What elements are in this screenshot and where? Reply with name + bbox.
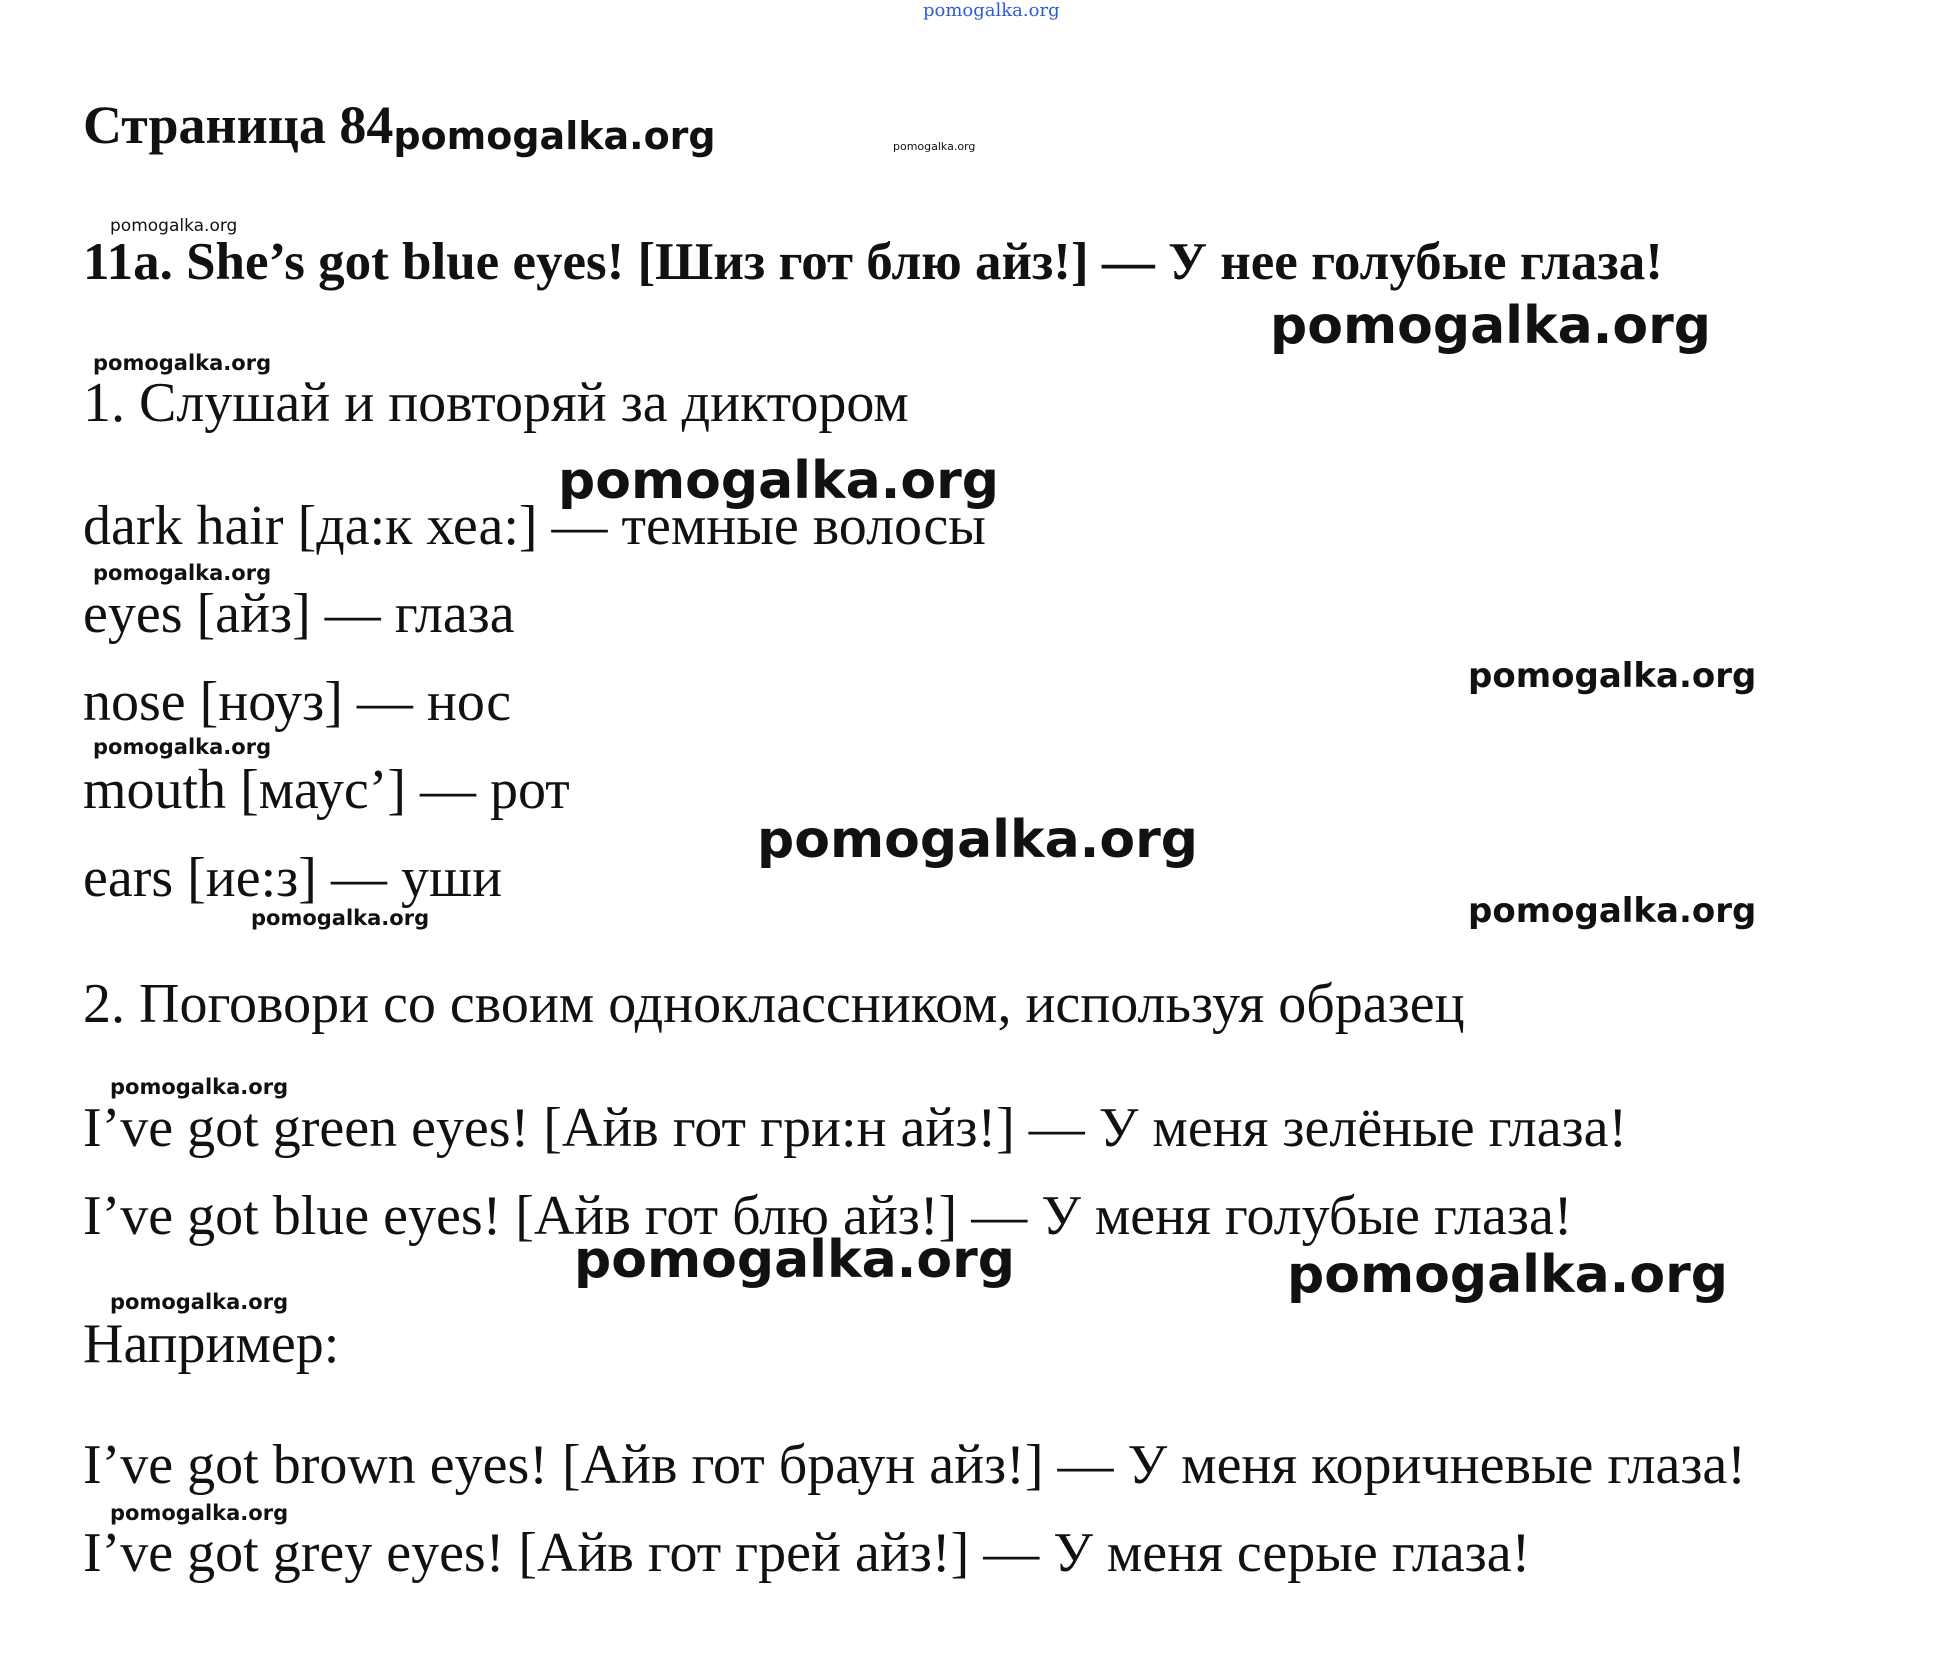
watermark-sample-1: pomogalka.org <box>110 1075 289 1099</box>
watermark-mouth: pomogalka.org <box>93 735 272 759</box>
example-grey-eyes: I’ve got grey eyes! [Айв гот грей айз!] — У меня серые глаза! <box>83 1522 1531 1584</box>
example-label: Например: <box>83 1313 340 1375</box>
watermark-ears: pomogalka.org <box>251 906 430 930</box>
watermark-example-label: pomogalka.org <box>110 1290 289 1314</box>
watermark-large-1: pomogalka.org <box>1270 296 1712 356</box>
watermark-right-2: pomogalka.org <box>1468 891 1757 931</box>
watermark-large-4: pomogalka.org <box>574 1230 1016 1290</box>
exercise2-heading: 2. Поговори со своим одноклассником, используя образец <box>83 973 1465 1035</box>
lesson-title: 11a. She’s got blue eyes! [Шиз гот блю айз!] — У нее голубые глаза! <box>83 233 1663 291</box>
vocab-item-nose: nose [ноуз] — нос <box>83 671 512 733</box>
watermark-large-5: pomogalka.org <box>1287 1245 1729 1305</box>
page-title-text: Страница 84 <box>83 95 394 155</box>
watermark-tiny: pomogalka.org <box>893 140 976 153</box>
vocab-item-dark-hair: dark hair [да:к хеа:] — темные волосы <box>83 495 986 557</box>
vocab-item-ears: ears [ие:з] — уши <box>83 847 503 909</box>
watermark-lesson: pomogalka.org <box>110 216 238 236</box>
sample-blue-eyes: I’ve got blue eyes! [Айв гот блю айз!] — У меня голубые глаза! <box>83 1185 1573 1247</box>
watermark-large-3: pomogalka.org <box>757 810 1199 870</box>
sample-green-eyes: I’ve got green eyes! [Айв гот гри:н айз!] — У меня зелёные глаза! <box>83 1097 1628 1159</box>
top-watermark: pomogalka.org <box>923 0 1060 21</box>
exercise1-heading: 1. Слушай и повторяй за диктором <box>83 372 909 434</box>
watermark-right-1: pomogalka.org <box>1468 656 1757 696</box>
watermark-eyes: pomogalka.org <box>93 561 272 585</box>
watermark-example-2: pomogalka.org <box>110 1501 289 1525</box>
vocab-item-mouth: mouth [маус’] — рот <box>83 759 570 821</box>
page-title <box>83 95 716 158</box>
watermark-large-2: pomogalka.org <box>558 451 1000 511</box>
page-title-watermark: pomogalka.org <box>393 114 716 158</box>
watermark-ex1: pomogalka.org <box>93 351 272 375</box>
vocab-item-eyes: eyes [айз] — глаза <box>83 583 515 645</box>
example-brown-eyes: I’ve got brown eyes! [Айв гот браун айз!] — У меня коричневые глаза! <box>83 1434 1746 1496</box>
